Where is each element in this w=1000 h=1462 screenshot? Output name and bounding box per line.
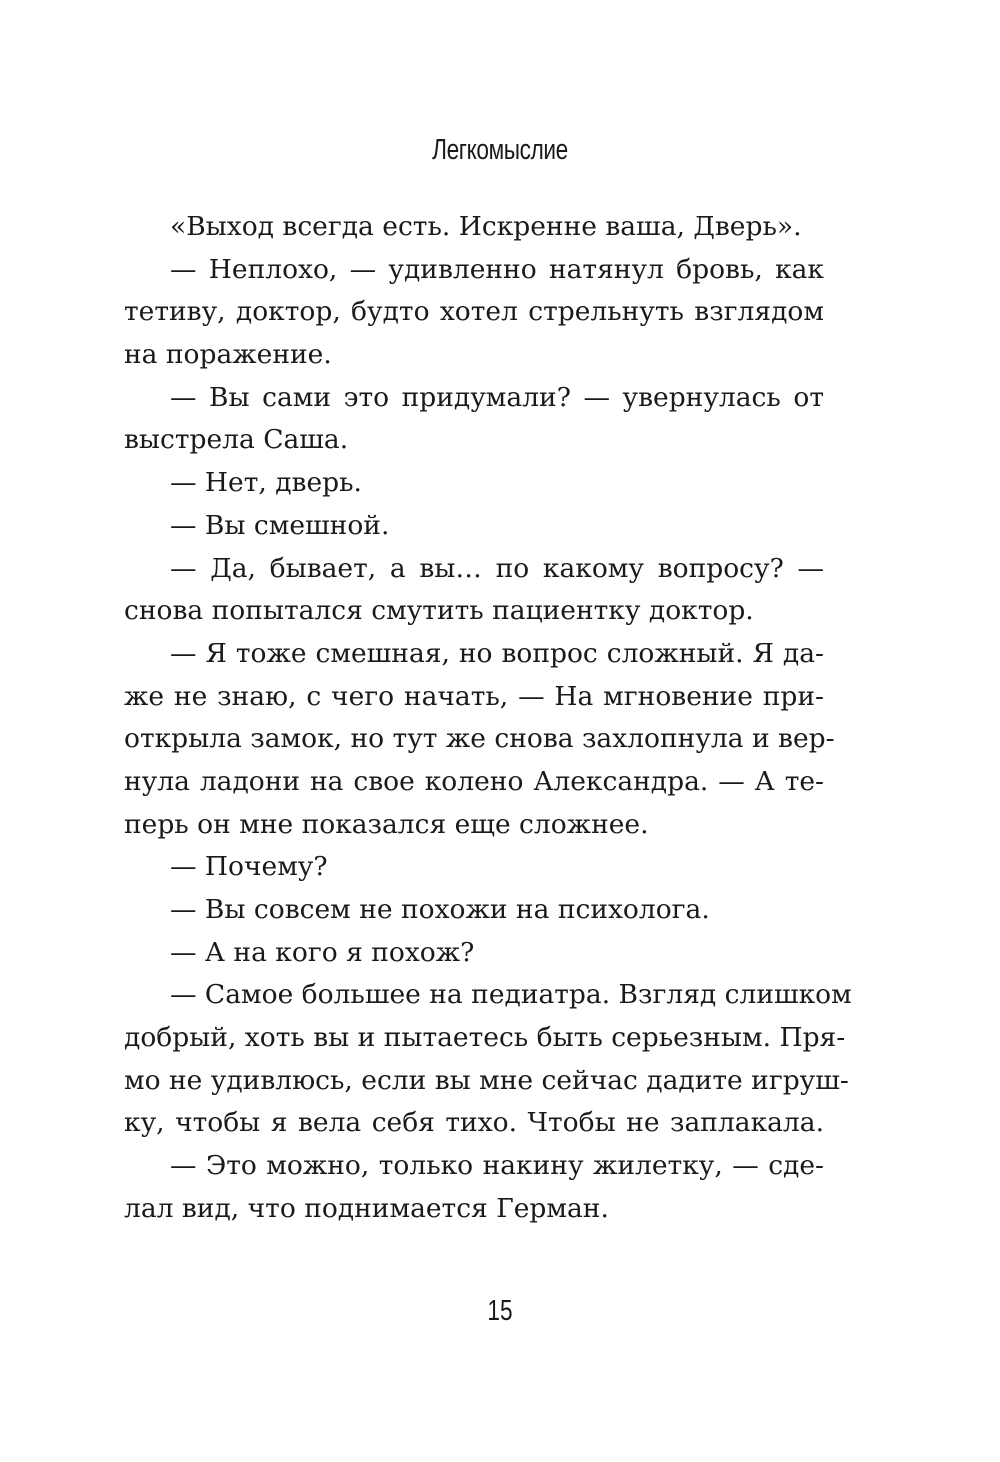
text-line: мо не удивлюсь, если вы мне сейчас дадите игруш- xyxy=(124,1064,849,1096)
text-line: лал вид, что поднимается Герман. xyxy=(124,1192,609,1224)
text-line: — Неплохо, — удивленно натянул бровь, как xyxy=(170,253,824,285)
text-line: — Нет, дверь. xyxy=(170,467,362,499)
text-line: — Я тоже смешная, но вопрос сложный. Я да- xyxy=(170,637,824,669)
text-line: — Почему? xyxy=(170,851,328,883)
text-line: — А на кого я похож? xyxy=(170,936,475,968)
page-number: 15 xyxy=(487,1295,513,1327)
text-line: — Вы совсем не похожи на психолога. xyxy=(170,894,710,925)
text-line: тетиву, доктор, будто хотел стрельнуть взглядом xyxy=(124,296,824,328)
text-line: — Самое большее на педиатра. Взгляд слишком xyxy=(170,979,852,1011)
text-line: — Это можно, только накину жилетку, — сде- xyxy=(170,1150,824,1182)
running-title: Легкомыслие xyxy=(432,134,568,166)
text-line: добрый, хоть вы и пытаетесь быть серьезным. Пря- xyxy=(124,1022,846,1054)
text-line: перь он мне показался еще сложнее. xyxy=(124,808,649,840)
text-line: на поражение. xyxy=(124,339,332,371)
text-line: открыла замок, но тут же снова захлопнула и вер- xyxy=(124,723,835,755)
text-line: — Вы сами это придумали? — увернулась от xyxy=(170,381,824,413)
text-line: снова попытался смутить пациентку доктор. xyxy=(124,595,754,627)
text-line: «Выход всегда есть. Искренне ваша, Дверь». xyxy=(170,211,802,242)
body-text xyxy=(124,206,852,1231)
text-line: ку, чтобы я вела себя тихо. Чтобы не заплакала. xyxy=(124,1107,824,1139)
text-line: — Да, бывает, а вы… по какому вопросу? — xyxy=(170,552,824,584)
text-line: выстрела Саша. xyxy=(124,424,349,456)
text-line: же не знаю, с чего начать, — На мгновение при- xyxy=(124,680,824,712)
text-line: — Вы смешной. xyxy=(170,509,390,541)
text-line: нула ладони на свое колено Александра. — А те- xyxy=(124,765,824,797)
